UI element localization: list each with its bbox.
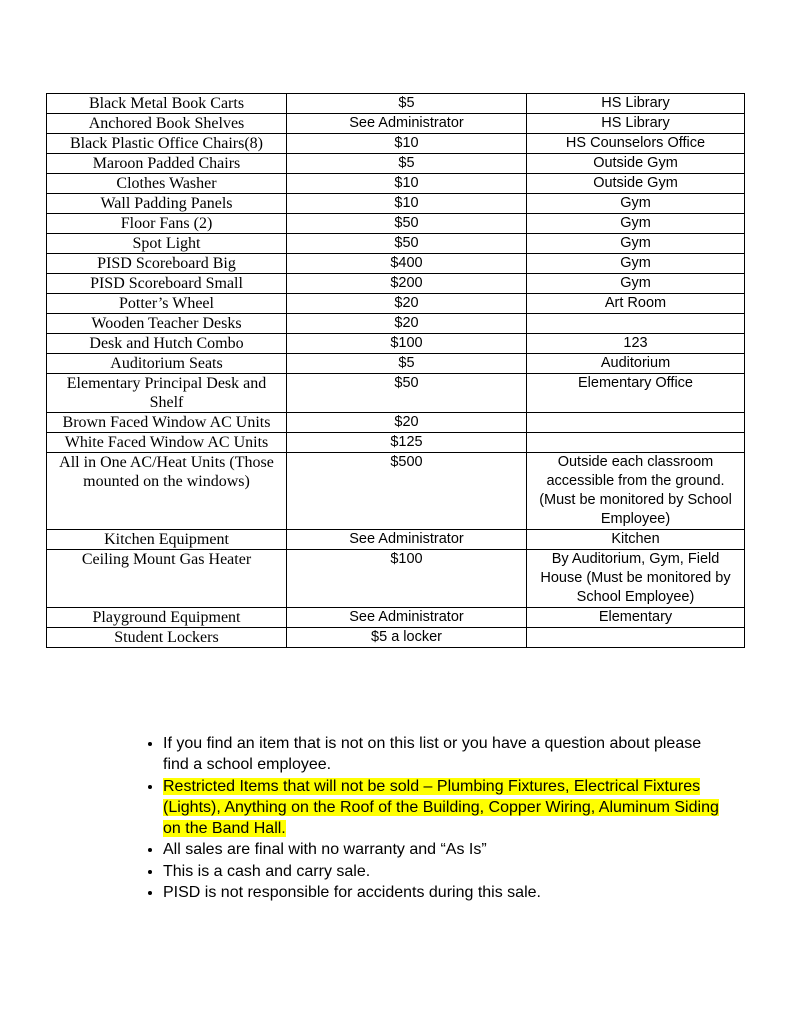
location-cell (527, 413, 745, 433)
location-cell: Gym (527, 214, 745, 234)
price-cell: $100 (287, 334, 527, 354)
item-name-cell: Wooden Teacher Desks (47, 314, 287, 334)
item-name-cell: All in One AC/Heat Units (Those mounted on the windows) (47, 453, 287, 530)
note-item (163, 776, 723, 840)
location-cell: Elementary Office (527, 374, 745, 413)
table-row (47, 134, 745, 154)
location-cell: Auditorium (527, 354, 745, 374)
note-text: PISD is not responsible for accidents during this sale. (163, 884, 541, 902)
location-cell: 123 (527, 334, 745, 354)
table-row (47, 413, 745, 433)
item-name-cell: Potter’s Wheel (47, 294, 287, 314)
location-cell: Elementary (527, 608, 745, 628)
item-name-cell: Floor Fans (2) (47, 214, 287, 234)
location-cell: HS Library (527, 114, 745, 134)
location-cell: Outside Gym (527, 154, 745, 174)
item-name-cell: Kitchen Equipment (47, 530, 287, 550)
location-cell (527, 314, 745, 334)
table-row (47, 194, 745, 214)
table-row (47, 94, 745, 114)
item-name-cell: Anchored Book Shelves (47, 114, 287, 134)
location-cell: Art Room (527, 294, 745, 314)
price-cell: $400 (287, 254, 527, 274)
location-cell (527, 628, 745, 648)
price-cell: $5 (287, 154, 527, 174)
item-name-cell: Auditorium Seats (47, 354, 287, 374)
price-cell: $100 (287, 550, 527, 608)
item-name-cell: Wall Padding Panels (47, 194, 287, 214)
note-text: All sales are final with no warranty and “As Is” (163, 841, 487, 859)
location-cell: Gym (527, 194, 745, 214)
price-cell: $50 (287, 374, 527, 413)
location-cell: HS Counselors Office (527, 134, 745, 154)
price-cell: $50 (287, 234, 527, 254)
price-cell: $20 (287, 314, 527, 334)
location-cell: Outside each classroom accessible from the ground. (Must be monitored by School Employee) (527, 453, 745, 530)
location-cell: Kitchen (527, 530, 745, 550)
price-cell: See Administrator (287, 114, 527, 134)
location-cell: Outside Gym (527, 174, 745, 194)
note-item (163, 733, 723, 776)
item-name-cell: Maroon Padded Chairs (47, 154, 287, 174)
item-name-cell: Spot Light (47, 234, 287, 254)
price-cell: $50 (287, 214, 527, 234)
location-cell: HS Library (527, 94, 745, 114)
price-cell: $5 a locker (287, 628, 527, 648)
location-cell: By Auditorium, Gym, Field House (Must be monitored by School Employee) (527, 550, 745, 608)
item-name-cell: Elementary Principal Desk and Shelf (47, 374, 287, 413)
table-row (47, 154, 745, 174)
item-name-cell: Playground Equipment (47, 608, 287, 628)
table-row (47, 114, 745, 134)
note-text: If you find an item that is not on this list or you have a question about please find a school employee. (163, 735, 702, 774)
table-row (47, 234, 745, 254)
price-cell: $20 (287, 294, 527, 314)
restricted-items-note-text: Restricted Items that will not be sold – Plumbing Fixtures, Electrical Fixtures (Lights), Anything on the Roof of the Building, Copper Wiring, Aluminum Siding on the Band Hall. (163, 777, 719, 838)
note-text: This is a cash and carry sale. (163, 862, 371, 880)
table-row (47, 294, 745, 314)
table-row (47, 374, 745, 413)
table-row (47, 453, 745, 530)
item-name-cell: Clothes Washer (47, 174, 287, 194)
price-cell: $10 (287, 194, 527, 214)
table-row (47, 334, 745, 354)
sale-notes-list (136, 733, 723, 903)
location-cell (527, 433, 745, 453)
table-row (47, 254, 745, 274)
price-cell: $125 (287, 433, 527, 453)
item-name-cell: Ceiling Mount Gas Heater (47, 550, 287, 608)
table-row (47, 174, 745, 194)
price-cell: $10 (287, 134, 527, 154)
table-row (47, 550, 745, 608)
item-name-cell: Student Lockers (47, 628, 287, 648)
table-row (47, 314, 745, 334)
table-row (47, 274, 745, 294)
note-item (163, 882, 723, 903)
item-name-cell: Black Metal Book Carts (47, 94, 287, 114)
table-row (47, 608, 745, 628)
price-cell: $10 (287, 174, 527, 194)
item-name-cell: PISD Scoreboard Small (47, 274, 287, 294)
items-table-body (47, 94, 745, 648)
price-cell: $500 (287, 453, 527, 530)
location-cell: Gym (527, 254, 745, 274)
table-row (47, 354, 745, 374)
price-cell: $20 (287, 413, 527, 433)
table-row (47, 433, 745, 453)
price-cell: $5 (287, 94, 527, 114)
location-cell: Gym (527, 234, 745, 254)
price-cell: See Administrator (287, 530, 527, 550)
table-row (47, 214, 745, 234)
table-row (47, 628, 745, 648)
item-name-cell: Black Plastic Office Chairs(8) (47, 134, 287, 154)
item-name-cell: White Faced Window AC Units (47, 433, 287, 453)
item-name-cell: Brown Faced Window AC Units (47, 413, 287, 433)
note-item (163, 839, 723, 860)
item-name-cell: PISD Scoreboard Big (47, 254, 287, 274)
note-item (163, 861, 723, 882)
table-row (47, 530, 745, 550)
item-name-cell: Desk and Hutch Combo (47, 334, 287, 354)
price-cell: $200 (287, 274, 527, 294)
items-table (46, 93, 745, 648)
location-cell: Gym (527, 274, 745, 294)
price-cell: See Administrator (287, 608, 527, 628)
price-cell: $5 (287, 354, 527, 374)
